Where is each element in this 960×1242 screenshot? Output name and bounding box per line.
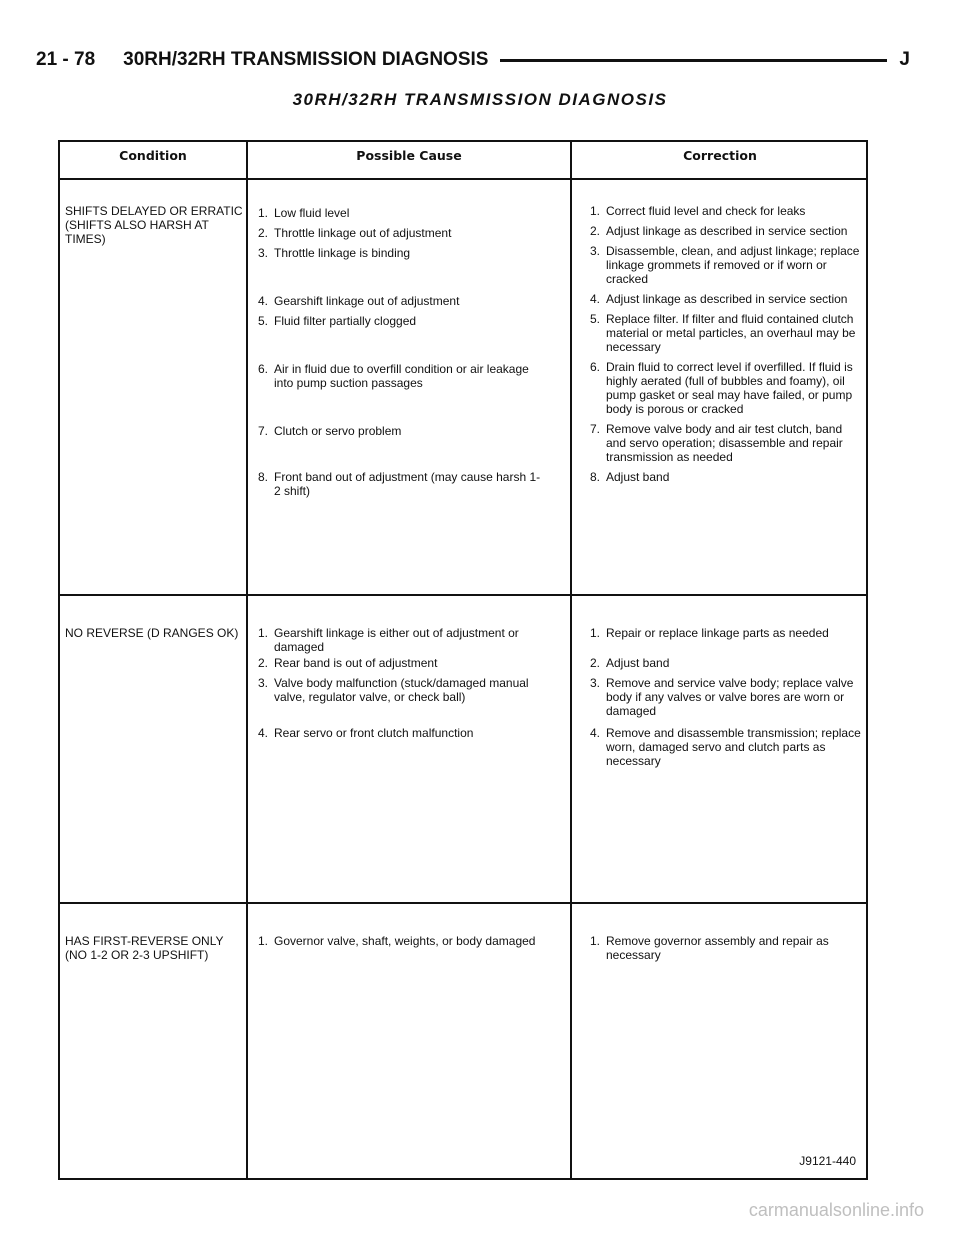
correction-item: 4. Adjust linkage as described in service section bbox=[590, 292, 848, 306]
section-title: 30RH/32RH TRANSMISSION DIAGNOSIS bbox=[292, 90, 668, 109]
header-rule bbox=[500, 59, 887, 62]
correction-item: 1. Remove governor assembly and repair as necessary bbox=[590, 934, 829, 963]
condition-cell: SHIFTS DELAYED OR ERRATIC (SHIFTS ALSO HARSH AT TIMES) bbox=[65, 204, 243, 247]
column-header-possible-cause: Possible Cause bbox=[356, 148, 462, 163]
cause-item: 1. Low fluid level bbox=[258, 206, 350, 220]
cause-item: 2. Rear band is out of adjustment bbox=[258, 656, 438, 670]
cause-item: 1. Gearshift linkage is either out of adjustment or damaged bbox=[258, 626, 519, 655]
row-divider bbox=[60, 902, 866, 904]
correction-item: 7. Remove valve body and air test clutch, band and servo operation; disassemble and repair transmission as needed bbox=[590, 422, 843, 465]
row-divider bbox=[60, 594, 866, 596]
column-divider bbox=[246, 142, 248, 1178]
cause-item: 7. Clutch or servo problem bbox=[258, 424, 402, 438]
condition-cell: HAS FIRST-REVERSE ONLY (NO 1-2 OR 2-3 UPSHIFT) bbox=[65, 934, 224, 963]
correction-item: 6. Drain fluid to correct level if overfilled. If fluid is highly aerated (full of bubbles and foamy), oil pump gasket or seal may have failed, or pump body is porous or cracked bbox=[590, 360, 853, 417]
cause-item: 3. Valve body malfunction (stuck/damaged manual valve, regulator valve, or check ball) bbox=[258, 676, 529, 705]
figure-id: J9121-440 bbox=[799, 1154, 856, 1168]
header-title: 30RH/32RH TRANSMISSION DIAGNOSIS bbox=[123, 49, 489, 70]
correction-item: 5. Replace filter. If filter and fluid contained clutch material or metal particles, an overhaul may be necessary bbox=[590, 312, 856, 355]
diagnosis-table bbox=[58, 140, 868, 1180]
correction-item: 2. Adjust linkage as described in service section bbox=[590, 224, 848, 238]
cause-item: 5. Fluid filter partially clogged bbox=[258, 314, 417, 328]
column-divider bbox=[570, 142, 572, 1178]
correction-item: 4. Remove and disassemble transmission; replace worn, damaged servo and clutch parts as necessary bbox=[590, 726, 861, 769]
correction-item: 1. Repair or replace linkage parts as needed bbox=[590, 626, 829, 640]
correction-item: 8. Adjust band bbox=[590, 470, 670, 484]
cause-item: 3. Throttle linkage is binding bbox=[258, 246, 411, 260]
correction-item: 3. Disassemble, clean, and adjust linkage; replace linkage grommets if removed or if worn or cracked bbox=[590, 244, 860, 287]
cause-item: 2. Throttle linkage out of adjustment bbox=[258, 226, 452, 240]
cause-item: 4. Rear servo or front clutch malfunction bbox=[258, 726, 474, 740]
header-divider bbox=[60, 178, 866, 180]
cause-item: 8. Front band out of adjustment (may cause harsh 1-2 shift) bbox=[258, 470, 541, 499]
column-header-condition: Condition bbox=[119, 148, 187, 163]
correction-item: 3. Remove and service valve body; replace valve body if any valves or valve bores are worn or damaged bbox=[590, 676, 854, 719]
cause-item: 1. Governor valve, shaft, weights, or body damaged bbox=[258, 934, 536, 948]
condition-cell: NO REVERSE (D RANGES OK) bbox=[65, 626, 239, 640]
correction-item: 2. Adjust band bbox=[590, 656, 670, 670]
column-header-correction: Correction bbox=[683, 148, 757, 163]
header-letter: J bbox=[899, 49, 910, 70]
cause-item: 4. Gearshift linkage out of adjustment bbox=[258, 294, 460, 308]
watermark: carmanualsonline.info bbox=[748, 1200, 924, 1220]
correction-item: 1. Correct fluid level and check for leaks bbox=[590, 204, 806, 218]
page-number: 21 - 78 bbox=[36, 49, 96, 70]
cause-item: 6. Air in fluid due to overfill condition or air leakage into pump suction passages bbox=[258, 362, 529, 391]
page-header bbox=[36, 46, 910, 74]
